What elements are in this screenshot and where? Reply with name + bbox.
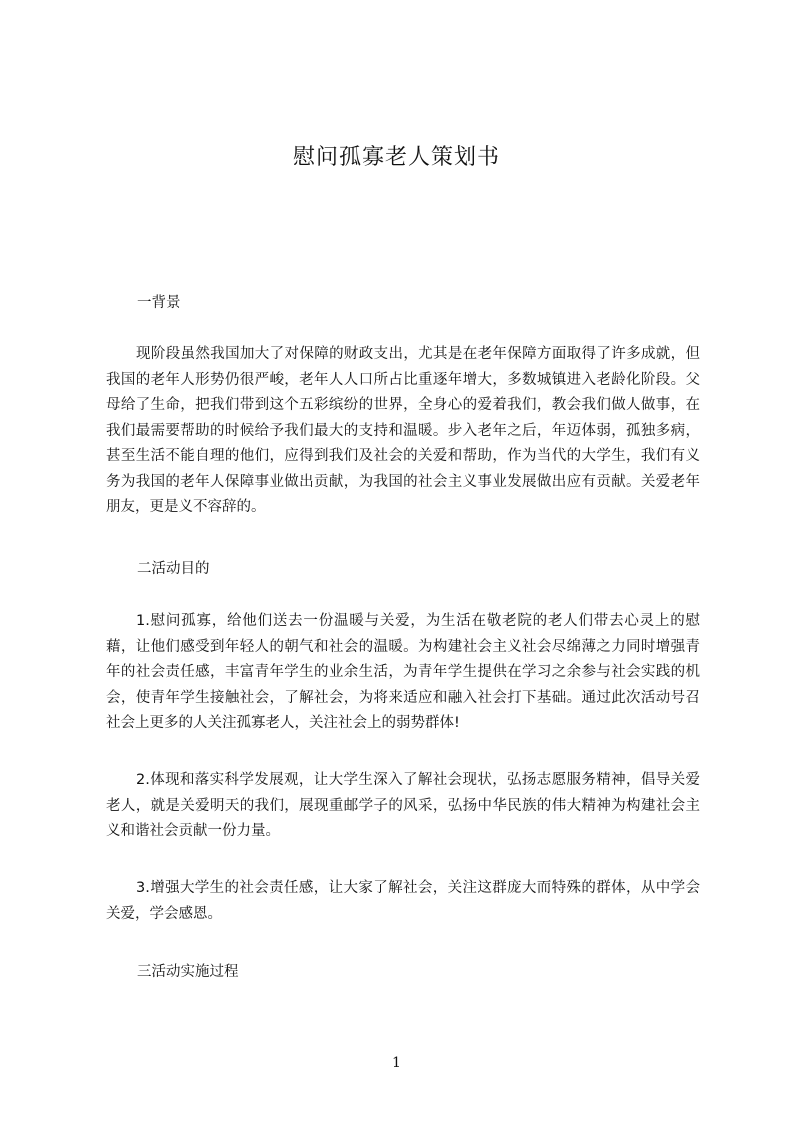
goal-paragraph-2: 2.体现和落实科学发展观，让大学生深入了解社会现状，弘扬志愿服务精神，倡导关爱老人，就是关爱明天的我们，展现重邮学子的风采，弘扬中华民族的伟大精神为构建社会主义和谐社会贡献一份力量。 [106, 772, 700, 839]
document-title: 慰问孤寡老人策划书 [292, 145, 500, 170]
goal-paragraph-1: 1.慰问孤寡，给他们送去一份温暖与关爱，为生活在敬老院的老人们带去心灵上的慰藉，让他们感受到年轻人的朝气和社会的温暖。为构建社会主义社会尽绵薄之力同时增强青年的社会责任感，丰富青年学生的业余生活，为青年学生提供在学习之余参与社会实践的机会，使青年学生接触社会，了解社会，为将来适应和融入社会打下基础。通过此次活动号召社会上更多的人关注孤寡老人，关注社会上的弱势群体! [106, 613, 700, 731]
section-heading-goals: 二活动目的 [137, 561, 210, 577]
goal-paragraph-3: 3.增强大学生的社会责任感，让大家了解社会，关注这群庞大而特殊的群体，从中学会关爱，学会感恩。 [106, 880, 700, 922]
page-number: 1 [392, 1055, 401, 1071]
section-heading-process: 三活动实施过程 [137, 964, 239, 980]
section-heading-background: 一背景 [137, 295, 181, 311]
background-paragraph: 现阶段虽然我国加大了对保障的财政支出，尤其是在老年保障方面取得了许多成就，但我国的老年人形势仍很严峻，老年人人口所占比重逐年增大，多数城镇进入老龄化阶段。父母给了生命，把我们带到这个五彩缤纷的世界，全身心的爱着我们，教会我们做人做事，在我们最需要帮助的时候给予我们最大的支持和温暖。步入老年之后，年迈体弱，孤独多病，甚至生活不能自理的他们，应得到我们及社会的关爱和帮助，作为当代的大学生，我们有义务为我国的老年人保障事业做出贡献，为我国的社会主义事业发展做出应有贡献。关爱老年朋友，更是义不容辞的。 [106, 346, 700, 515]
